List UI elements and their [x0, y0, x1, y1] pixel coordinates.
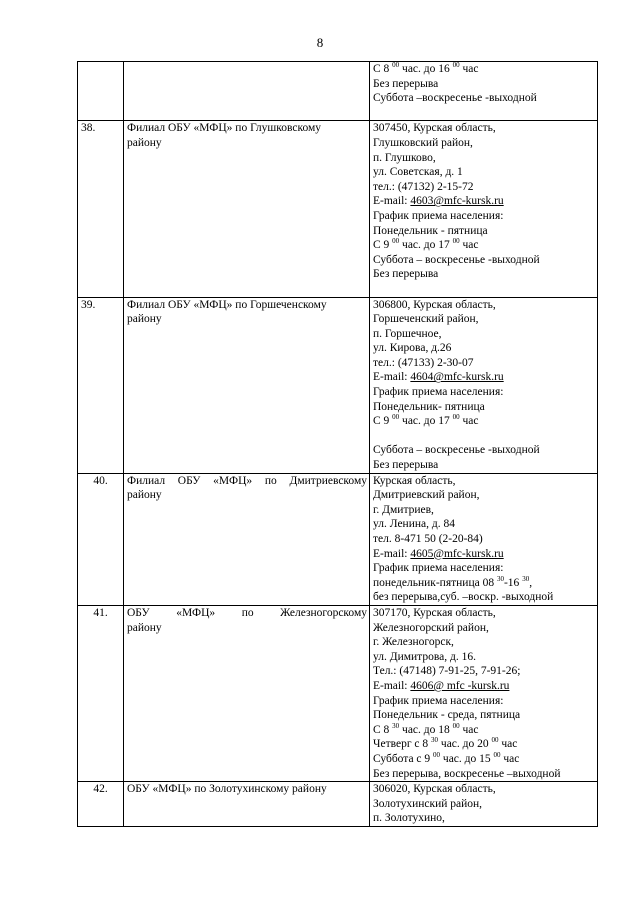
info-line [373, 723, 595, 738]
info-text: час [459, 239, 479, 252]
info-line [373, 385, 595, 400]
info-text: 306020, Курская область, [373, 783, 496, 796]
info-line [373, 488, 595, 503]
branch-name [124, 605, 370, 781]
info-text: час. до 17 [399, 415, 453, 428]
table-row [78, 473, 598, 605]
table-row [78, 782, 598, 827]
info-text: Без перерыва [373, 77, 439, 90]
time-minutes-superscript: 00 [392, 237, 400, 246]
info-line [373, 370, 595, 385]
info-text: , [529, 576, 533, 589]
info-line [373, 327, 595, 342]
mfc-registry-table [77, 61, 598, 827]
branch-name [124, 782, 370, 827]
info-line [373, 606, 595, 621]
info-text: График приема населения: [373, 694, 504, 707]
info-text: Суббота с 9 [373, 752, 434, 765]
info-line [373, 694, 595, 709]
info-text: час. до 20 [438, 738, 492, 751]
time-minutes-superscript: 00 [452, 413, 460, 422]
info-line [373, 811, 595, 826]
info-text: Суббота – воскресенье -выходной [373, 253, 540, 266]
info-text: без перерыва,суб. –воскр. -выходной [373, 591, 554, 604]
info-line [373, 400, 595, 415]
row-number [78, 62, 124, 121]
info-line [373, 679, 595, 694]
row-number: 38. [78, 121, 124, 297]
info-text: С 9 [373, 415, 393, 428]
info-line [373, 136, 595, 151]
info-text: п. Золотухино, [373, 812, 445, 825]
info-text: Понедельник - пятница [373, 224, 488, 237]
branch-name-line: Филиал ОБУ «МФЦ» по Дмитриевскому [127, 474, 367, 487]
info-line [373, 298, 595, 313]
info-line [373, 165, 595, 180]
branch-name-line: району [127, 313, 162, 326]
info-text: понедельник-пятница 08 [373, 576, 497, 589]
info-line [373, 561, 595, 576]
table-row [78, 62, 598, 121]
info-line [373, 635, 595, 650]
page-number: 8 [316, 35, 324, 50]
info-text: E-mail: [373, 371, 411, 384]
info-text: час [459, 723, 479, 736]
branch-name [124, 473, 370, 605]
info-text: тел. 8-471 50 (2-20-84) [373, 533, 483, 545]
info-text: час. до 16 [399, 63, 453, 75]
table-row [78, 605, 598, 781]
info-text: ул. Советская, д. 1 [373, 166, 463, 179]
info-text: час [459, 415, 479, 428]
info-line [373, 77, 595, 92]
info-line [373, 356, 595, 371]
info-text: 307170, Курская область, [373, 606, 496, 619]
branch-contact-info [370, 62, 598, 121]
info-text: Тел.: (47148) 7-91-25, 7-91-26; [373, 665, 521, 678]
row-number: 42. [78, 782, 124, 827]
info-text: час. до 17 [399, 239, 453, 252]
info-line [373, 458, 595, 473]
branch-name [124, 297, 370, 473]
info-text: ул. Кирова, д.26 [373, 342, 452, 355]
info-text: г. Дмитриев, [373, 503, 434, 516]
info-line [373, 517, 595, 532]
info-line [373, 253, 595, 268]
time-minutes-superscript: 30 [522, 574, 530, 583]
time-minutes-superscript: 00 [392, 61, 400, 69]
info-line [373, 180, 595, 195]
branch-contact-info [370, 297, 598, 473]
branch-name-line: ОБУ «МФЦ» по Железногорскому [127, 606, 367, 619]
info-text: час [498, 738, 518, 751]
info-line [373, 209, 595, 224]
info-text: п. Глушково, [373, 151, 436, 164]
info-text: Без перерыва [373, 459, 439, 472]
info-text: С 8 [373, 723, 393, 736]
info-text: Суббота –воскресенье -выходной [373, 92, 537, 105]
info-line [373, 121, 595, 136]
email-address: 4606@ mfc -kursk.ru [410, 679, 510, 692]
info-text: Понедельник- пятница [373, 400, 485, 413]
info-line [373, 194, 595, 209]
branch-name-line: району [127, 621, 162, 634]
info-text: ул. Димитрова, д. 16. [373, 650, 476, 663]
info-text: Горшеченский район, [373, 313, 479, 326]
info-text: График приема населения: [373, 386, 504, 399]
info-line [373, 282, 595, 297]
info-text: час. до 18 [399, 723, 453, 736]
info-line [373, 576, 595, 591]
row-number: 41. [78, 605, 124, 781]
info-line [373, 414, 595, 429]
info-text: -16 [503, 576, 523, 589]
email-address: 4605@mfc-kursk.ru [410, 547, 504, 560]
email-address: 4603@mfc-kursk.ru [410, 195, 504, 208]
info-line [373, 664, 595, 679]
table-row [78, 121, 598, 297]
table-row [78, 297, 598, 473]
info-line [373, 532, 595, 547]
branch-contact-info [370, 121, 598, 297]
info-text: Понедельник - среда, пятница [373, 709, 521, 722]
info-text: 307450, Курская область, [373, 122, 496, 135]
info-text: 306800, Курская область, [373, 298, 496, 311]
time-minutes-superscript: 00 [493, 750, 501, 759]
info-text: С 9 [373, 239, 393, 252]
info-text: Суббота – воскресенье -выходной [373, 444, 540, 457]
info-text: г. Железногорск, [373, 636, 454, 649]
info-line [373, 91, 595, 106]
info-text: Дмитриевский район, [373, 489, 480, 502]
time-minutes-superscript: 00 [452, 61, 460, 69]
info-line [373, 650, 595, 665]
info-text: ул. Ленина, д. 84 [373, 518, 455, 531]
info-text: тел.: (47133) 2-30-07 [373, 356, 474, 369]
info-line [373, 621, 595, 636]
info-line [373, 547, 595, 562]
time-minutes-superscript: 00 [452, 721, 460, 730]
branch-name-line: Филиал ОБУ «МФЦ» по Глушковскому [127, 122, 322, 135]
branch-name-line: району [127, 136, 162, 149]
info-text: час [459, 63, 479, 75]
info-line [373, 106, 595, 121]
info-line [373, 503, 595, 518]
branch-contact-info [370, 605, 598, 781]
time-minutes-superscript: 00 [433, 750, 441, 759]
info-text: Глушковский район, [373, 136, 473, 149]
info-line [373, 62, 595, 77]
time-minutes-superscript: 30 [431, 736, 439, 745]
info-text: Четверг с 8 [373, 738, 432, 751]
branch-name [124, 121, 370, 297]
info-line [373, 443, 595, 458]
info-line [373, 341, 595, 356]
info-line [373, 312, 595, 327]
info-text: С 8 [373, 63, 393, 75]
time-minutes-superscript: 00 [452, 237, 460, 246]
time-minutes-superscript: 00 [392, 413, 400, 422]
info-line [373, 708, 595, 723]
info-line [373, 151, 595, 166]
info-text: п. Горшечное, [373, 327, 442, 340]
info-text: Золотухинский район, [373, 797, 483, 810]
info-line [373, 474, 595, 489]
branch-contact-info [370, 782, 598, 827]
info-line [373, 224, 595, 239]
branch-name-line: ОБУ «МФЦ» по Золотухинскому району [127, 783, 327, 796]
info-line [373, 782, 595, 797]
info-text: час. до 15 [440, 752, 494, 765]
row-number: 39. [78, 297, 124, 473]
info-line [373, 238, 595, 253]
info-text: Железногорский район, [373, 621, 489, 634]
branch-name-line: Филиал ОБУ «МФЦ» по Горшеченскому [127, 298, 327, 311]
info-text: Без перерыва, воскресенье –выходной [373, 767, 561, 780]
info-text: E-mail: [373, 547, 411, 560]
branch-name-line: району [127, 489, 162, 502]
info-line [373, 797, 595, 812]
branch-name [124, 62, 370, 121]
row-number: 40. [78, 473, 124, 605]
info-text: E-mail: [373, 195, 411, 208]
info-line [373, 429, 595, 444]
info-text: Без перерыва [373, 268, 439, 281]
info-text: час [500, 752, 520, 765]
email-address: 4604@mfc-kursk.ru [410, 371, 504, 384]
info-line [373, 590, 595, 605]
branch-contact-info [370, 473, 598, 605]
info-text: График приема населения: [373, 209, 504, 222]
info-text: тел.: (47132) 2-15-72 [373, 180, 474, 193]
info-line [373, 752, 595, 767]
info-text: E-mail: [373, 679, 411, 692]
info-line [373, 267, 595, 282]
info-line [373, 737, 595, 752]
info-text: Курская область, [373, 474, 456, 487]
info-line [373, 767, 595, 782]
time-minutes-superscript: 30 [392, 721, 400, 730]
time-minutes-superscript: 30 [496, 574, 504, 583]
info-text: График приема населения: [373, 562, 504, 575]
time-minutes-superscript: 00 [491, 736, 499, 745]
